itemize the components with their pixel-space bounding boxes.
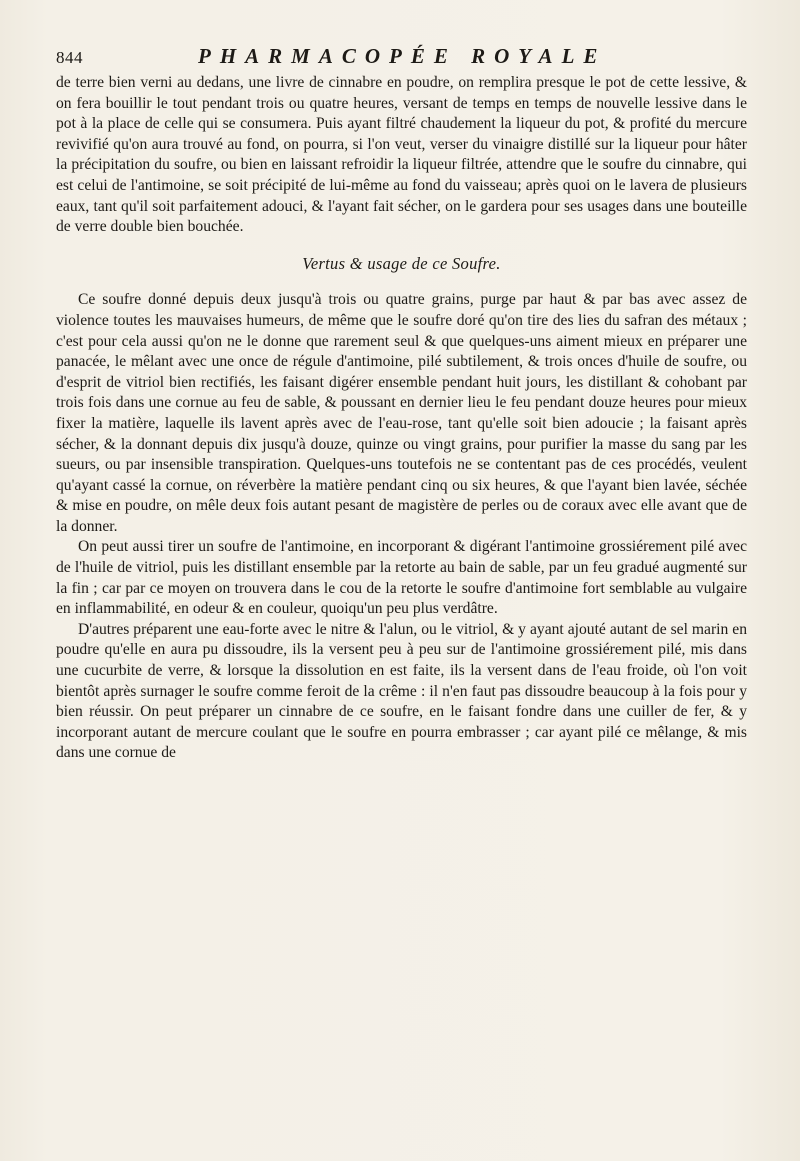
paragraph: D'autres préparent une eau-forte avec le nitre & l'alun, ou le vitriol, & y ayant ajouté autant de sel marin en poudre qu'elle en aura pu dissoudre, ils la versent peu à peu sur de l'antimoine grossiérement pilé, mis dans une cucurbite de verre, & lorsque la dissolution en est faite, ils la versent dans de l'eau froide, où l'on voit bientôt après surnager le soufre comme feroit de la crême : il n'en faut pas dissoudre beaucoup à la fois pour y bien réussir. On peut préparer un cinnabre de ce soufre, en le faisant fondre dans une cuiller de fer, & y incorporant autant de mercure coulant que le soufre en pourra embrasser ; car ayant pilé ce mêlange, & mis dans une cornue de (56, 620, 747, 762)
section-title: Vertus & usage de ce Soufre. (302, 253, 501, 273)
paragraph: On peut aussi tirer un soufre de l'antimoine, en incorporant & digérant l'antimoine grossiérement pilé avec de l'huile de vitriol, puis les distillant ensemble par la retorte au bain de sable, par un feu gradué augmenté sur la fin ; car par ce moyen on trouvera dans le cou de la retorte le soufre d'antimoine fort semblable au vulgaire en inflammabilité, en odeur & en couleur, quoiqu'un peu plus verdâtre. (56, 538, 747, 618)
page-header (56, 44, 746, 74)
body-text (56, 73, 747, 764)
page-number: 844 (56, 48, 83, 67)
running-head: PHARMACOPÉE ROYALE (198, 44, 607, 68)
paragraph: Ce soufre donné depuis deux jusqu'à trois ou quatre grains, purge par haut & par bas avec assez de violence toutes les mauvaises humeurs, de même que le soufre doré qu'on tire des lies du safran des métaux ; c'est pour cela aussi qu'on ne le donne que rarement seul & que quelques-uns aiment mieux en préparer une panacée, le mêlant avec une once de régule d'antimoine, pilé subtilement, & trois onces d'huile de soufre, ou d'esprit de vitriol bien rectifiés, les faisant digérer ensemble pendant huit jours, les distillant & cohobant par trois fois dans une cornue au feu de sable, & poussant en dernier lieu le feu pendant douze heures pour mieux fixer la matière, laquelle ils lavent après avec de l'eau-rose, tant qu'elle soit bien adoucie ; la faisant après sécher, & la donnant depuis dix jusqu'à douze, quinze ou vingt grains, pour purifier la masse du sang par les sueurs, ou par insensible transpiration. Quelques-uns toutefois ne se contentant pas de ces procédés, veulent qu'ayant cassé la cornue, on réverbère la matière pendant cinq ou six heures, & que l'ayant bien lavée, séchée & mise en poudre, on mêle deux fois autant pesant de magistère de perles ou de coraux avec elle avant que de la donner. (56, 291, 747, 535)
paragraph-continued: de terre bien verni au dedans, une livre de cinnabre en poudre, on remplira presque le pot de cette lessive, & on fera bouillir le tout pendant trois ou quatre heures, versant de temps en temps de nouvelle lessive dans le pot à la place de celle qui se consumera. Puis ayant filtré chaudement la liqueur du pot, & profité du mercure revivifié qu'on aura trouvé au fond, on pourra, si l'on veut, verser du vinaigre distillé sur la liqueur pour hâter la précipitation du soufre, ou bien en laissant refroidir la liqueur filtrée, attendre que le soufre du cinnabre, qui est celui de l'antimoine, se soit précipité de lui-même au fond du vaisseau; après quoi on le lavera de plusieurs eaux, tant qu'il soit parfaitement adouci, & l'ayant fait sécher, on le gardera pour ses usages dans une bouteille de verre double bien bouchée. (56, 74, 747, 236)
